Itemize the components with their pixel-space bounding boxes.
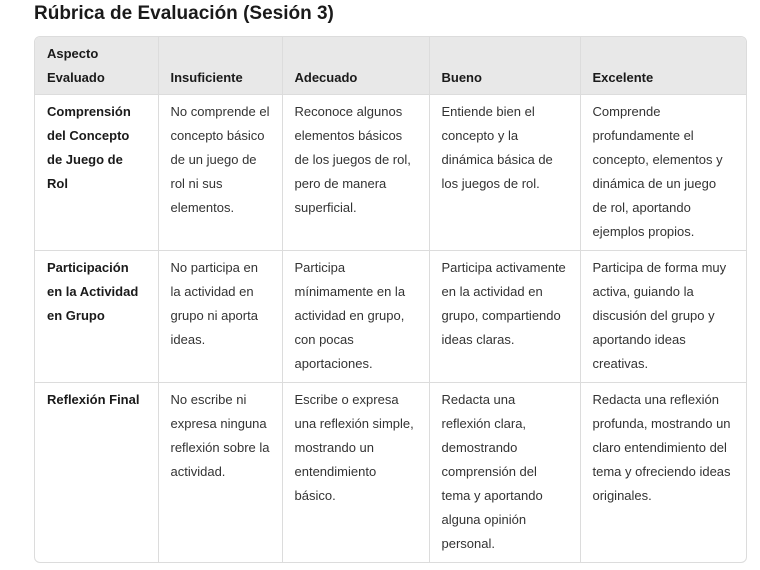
table-cell: Participa activamente en la actividad en grupo, compartiendo ideas claras. (429, 251, 580, 383)
table-cell: Participa mínimamente en la actividad en grupo, con pocas aportaciones. (282, 251, 429, 383)
table-cell: Escribe o expresa una reflexión simple, mostrando un entendimiento básico. (282, 383, 429, 563)
table-cell: No comprende el concepto básico de un juego de rol ni sus elementos. (158, 95, 282, 251)
rubric-table-container (34, 36, 747, 563)
header-adecuado: Adecuado (282, 37, 429, 95)
table-cell: Entiende bien el concepto y la dinámica básica de los juegos de rol. (429, 95, 580, 251)
table-header (35, 37, 746, 95)
table-cell: Comprende profundamente el concepto, elementos y dinámica de un juego de rol, aportando ejemplos propios. (580, 95, 746, 251)
page-title: Rúbrica de Evaluación (Sesión 3) (34, 3, 334, 24)
table-row (35, 95, 746, 251)
table-row (35, 251, 746, 383)
header-excelente: Excelente (580, 37, 746, 95)
table-cell: Reconoce algunos elementos básicos de los juegos de rol, pero de manera superficial. (282, 95, 429, 251)
table-cell: Participa de forma muy activa, guiando la discusión del grupo y aportando ideas creativas. (580, 251, 746, 383)
header-insuficiente: Insuficiente (158, 37, 282, 95)
table-row (35, 383, 746, 563)
table-cell: Redacta una reflexión profunda, mostrando un claro entendimiento del tema y ofreciendo ideas originales. (592, 392, 731, 503)
row-aspect: Reflexión Final (35, 383, 158, 563)
table-cell: Redacta una reflexión clara, demostrando comprensión del tema y aportando alguna opinión personal. (429, 383, 580, 563)
rubric-table (35, 37, 746, 562)
row-aspect: Comprensión del Concepto de Juego de Rol (35, 95, 158, 251)
header-aspect: Aspecto Evaluado (35, 37, 158, 95)
table-cell: No participa en la actividad en grupo ni aporta ideas. (158, 251, 282, 383)
table-cell: No escribe ni expresa ninguna reflexión sobre la actividad. (158, 383, 282, 563)
table-body (35, 95, 746, 563)
header-row (35, 37, 746, 95)
row-aspect: Participación en la Actividad en Grupo (35, 251, 158, 383)
header-bueno: Bueno (429, 37, 580, 95)
